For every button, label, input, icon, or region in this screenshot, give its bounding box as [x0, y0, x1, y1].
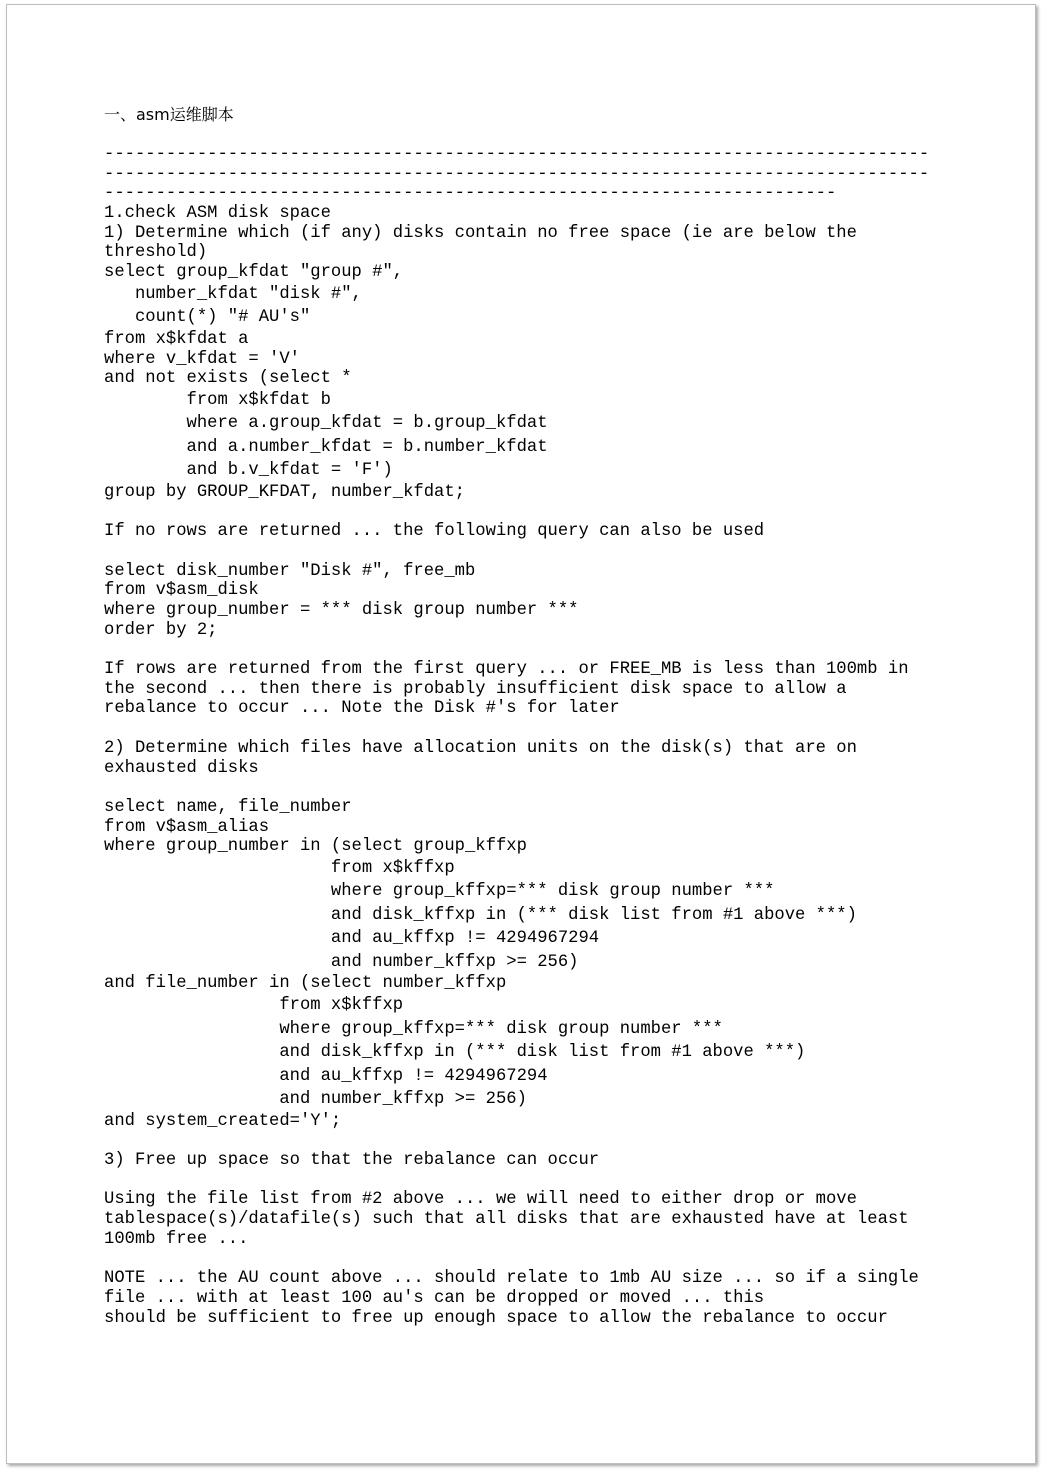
code-line: from x$kffxp: [104, 996, 404, 1016]
code-line: [104, 640, 1004, 660]
code-line: where v_kfdat = 'V': [104, 349, 300, 369]
code-line: select group_kfdat "group #",: [104, 263, 404, 283]
code-line: select name, file_number: [104, 797, 352, 817]
code-line: and disk_kffxp in (*** disk list from #1 above ***): [104, 1043, 806, 1063]
code-line: where group_number in (select group_kffxp: [104, 837, 527, 857]
code-line: [104, 719, 1004, 739]
code-line: the second ... then there is probably insufficient disk space to allow a: [104, 679, 847, 699]
code-line: group by GROUP_KFDAT, number_kfdat;: [104, 482, 465, 502]
code-block: [104, 145, 1004, 1328]
code-line: exhausted disks: [104, 758, 259, 778]
code-line: order by 2;: [104, 620, 218, 640]
code-line: from x$kffxp: [104, 858, 455, 878]
code-line: 1.check ASM disk space: [104, 204, 331, 224]
code-line: and b.v_kfdat = 'F'): [104, 461, 393, 481]
code-line: from x$kfdat a: [104, 329, 249, 349]
code-line: and au_kffxp != 4294967294: [104, 1066, 548, 1086]
code-line: [104, 1171, 1004, 1191]
code-line: If no rows are returned ... the following query can also be used: [104, 522, 765, 542]
code-line: from v$asm_disk: [104, 581, 259, 601]
code-line: from v$asm_alias: [104, 817, 270, 837]
code-line: and file_number in (select number_kffxp: [104, 974, 507, 994]
code-line: where group_kffxp=*** disk group number ***: [104, 1019, 723, 1039]
code-line: 1) Determine which (if any) disks contain no free space (ie are below the: [104, 223, 857, 243]
code-line: [104, 778, 1004, 798]
code-line: [104, 542, 1004, 562]
code-line: [104, 1131, 1004, 1151]
code-line: 100mb free ...: [104, 1229, 249, 1249]
code-line: and number_kffxp >= 256): [104, 1090, 527, 1110]
code-line: 2) Determine which files have allocation units on the disk(s) that are on: [104, 738, 857, 758]
code-line: where group_kffxp=*** disk group number ***: [104, 882, 775, 902]
section-heading: 一、asm运维脚本: [104, 105, 234, 124]
code-line: and system_created='Y';: [104, 1111, 342, 1131]
code-line: should be sufficient to free up enough space to allow the rebalance to occur: [104, 1308, 888, 1328]
code-line: from x$kfdat b: [104, 390, 331, 410]
code-line: [104, 503, 1004, 523]
code-line: and a.number_kfdat = b.number_kfdat: [104, 437, 548, 457]
code-line: where group_number = *** disk group number ***: [104, 601, 579, 620]
code-line: count(*) "# AU's": [104, 308, 311, 328]
code-line: If rows are returned from the first query ... or FREE_MB is less than 100mb in: [104, 660, 909, 680]
code-line: and au_kffxp != 4294967294: [104, 929, 600, 949]
code-line: and not exists (select *: [104, 369, 352, 389]
code-line: -----------------------------------------------------------------------: [104, 184, 837, 204]
code-line: threshold): [104, 243, 208, 263]
code-line: number_kfdat "disk #",: [104, 284, 362, 304]
code-line: rebalance to occur ... Note the Disk #'s for later: [104, 699, 620, 719]
code-line: tablespace(s)/datafile(s) such that all disks that are exhausted have at least: [104, 1210, 909, 1230]
code-line: [104, 1249, 1004, 1269]
code-line: --------------------------------------------------------------------------------: [104, 145, 930, 164]
code-line: Using the file list from #2 above ... we will need to either drop or move: [104, 1190, 857, 1210]
code-line: and disk_kffxp in (*** disk list from #1 above ***): [104, 905, 857, 925]
code-line: NOTE ... the AU count above ... should relate to 1mb AU size ... so if a single: [104, 1269, 919, 1289]
code-line: file ... with at least 100 au's can be dropped or moved ... this: [104, 1288, 765, 1308]
code-line: 3) Free up space so that the rebalance can occur: [104, 1151, 600, 1170]
code-line: --------------------------------------------------------------------------------: [104, 164, 930, 184]
code-line: select disk_number "Disk #", free_mb: [104, 561, 476, 581]
code-line: and number_kffxp >= 256): [104, 952, 579, 972]
document-page: [6, 4, 1036, 1464]
code-line: where a.group_kfdat = b.group_kfdat: [104, 414, 548, 434]
